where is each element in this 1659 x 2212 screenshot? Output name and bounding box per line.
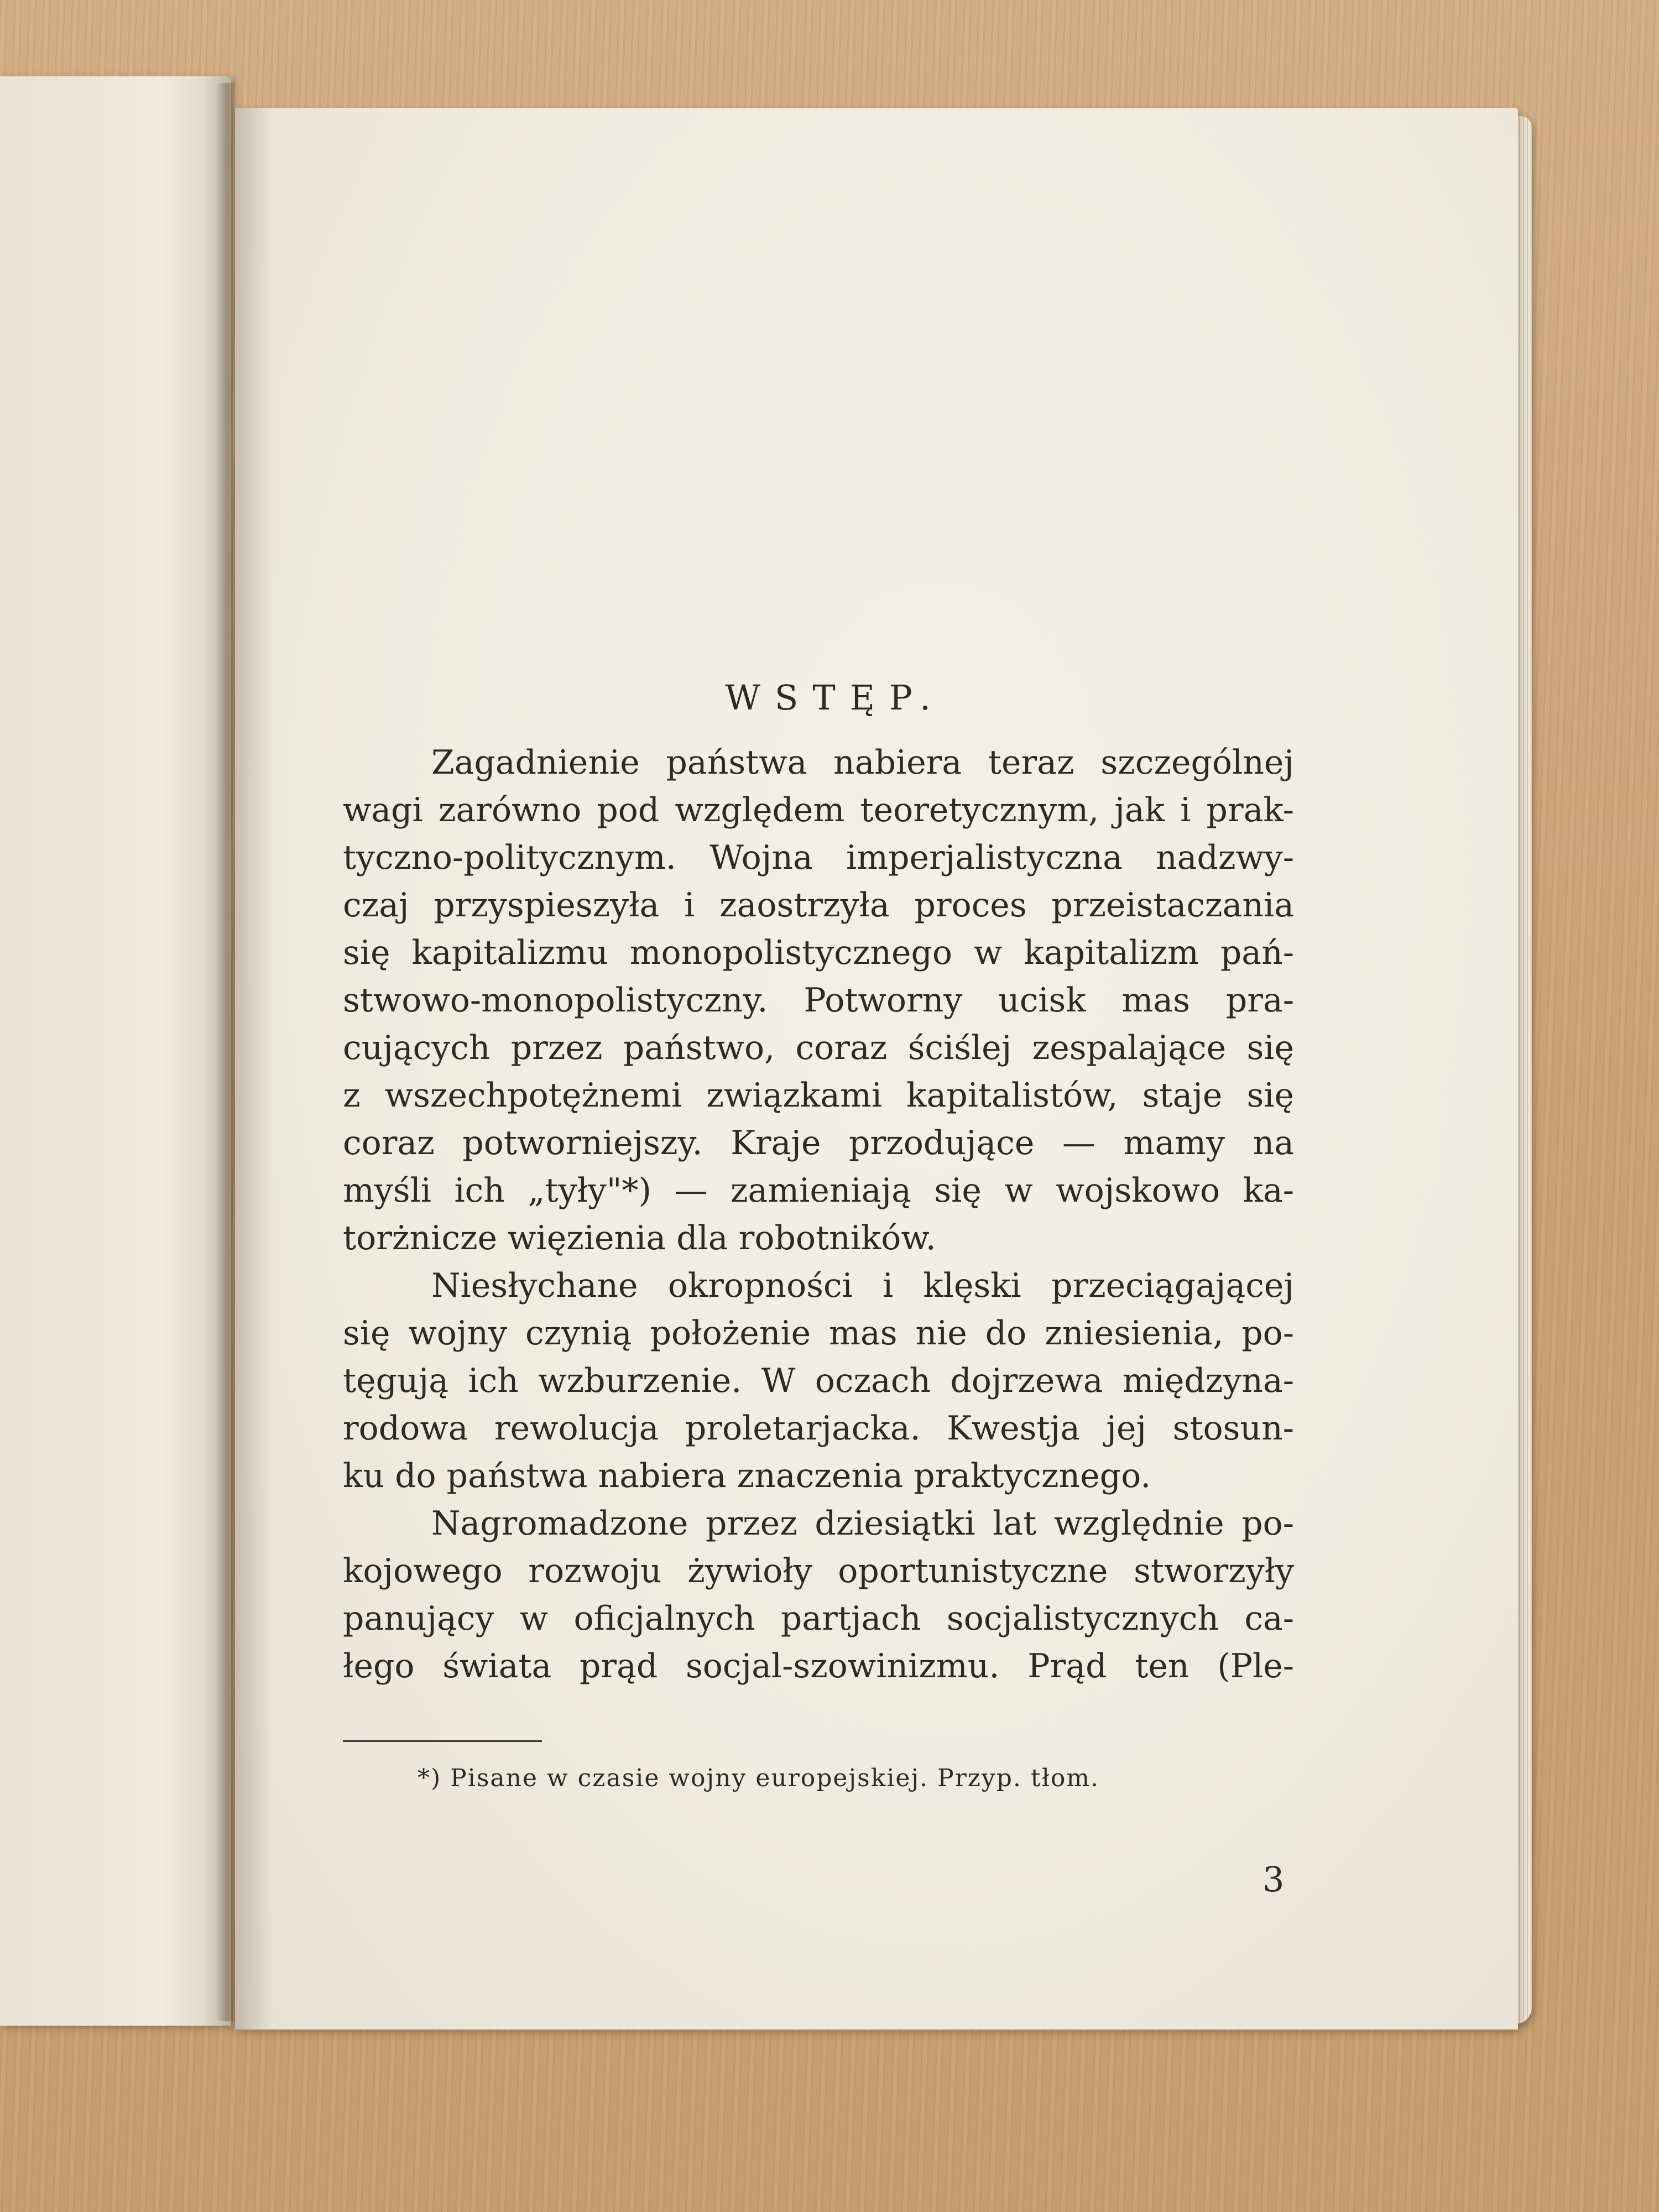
text-line: myśli ich „tyły"*) — zamieniają się w wojskowo ka- — [343, 1171, 1294, 1210]
text-line: cujących przez państwo, coraz ściślej zespalające się — [343, 1029, 1294, 1067]
text-line: coraz potworniejszy. Kraje przodujące — mamy na — [343, 1124, 1294, 1162]
text-line: panujący w oficjalnych partjach socjalistycznych ca- — [343, 1599, 1294, 1638]
text-line: wagi zarówno pod względem teoretycznym, jak i prak- — [343, 791, 1294, 830]
text-line: tęgują ich wzburzenie. W oczach dojrzewa międzyna- — [343, 1361, 1294, 1400]
footnote-rule — [343, 1740, 542, 1742]
gutter-shadow — [235, 108, 274, 2030]
text-line: rodowa rewolucja proletarjacka. Kwestja jej stosun- — [343, 1409, 1294, 1448]
text-line: Niesłychane okropności i klęski przeciągającej — [431, 1266, 1294, 1305]
page-heading: WSTĘP. — [725, 677, 945, 718]
left-page — [0, 76, 231, 2026]
text-line: tyczno-politycznym. Wojna imperjalistyczna nadzwy- — [343, 838, 1294, 877]
paragraph-3 — [343, 1500, 1294, 1690]
text-line: z wszechpotężnemi związkami kapitalistów, staje się — [343, 1076, 1294, 1115]
text-line: Nagromadzone przez dziesiątki lat względnie po- — [431, 1504, 1294, 1543]
text-line: się kapitalizmu monopolistycznego w kapitalizm pań- — [343, 933, 1294, 972]
page-number: 3 — [1262, 1859, 1285, 1900]
text-line: łego świata prąd socjal-szowinizmu. Prąd ten (Ple- — [343, 1647, 1294, 1686]
text-line: czaj przyspieszyła i zaostrzyła proces przeistaczania — [343, 886, 1294, 925]
paragraph-2 — [343, 1262, 1294, 1500]
footnote: *) Pisane w czasie wojny europejskiej. Przyp. tłom. — [418, 1764, 1100, 1792]
page-text — [343, 677, 1294, 1690]
text-line: się wojny czynią położenie mas nie do zniesienia, po- — [343, 1314, 1294, 1353]
text-line: stwowo-monopolistyczny. Potworny ucisk mas pra- — [343, 981, 1294, 1020]
text-line: torżnicze więzienia dla robotników. — [343, 1219, 936, 1258]
text-line: kojowego rozwoju żywioły oportunistyczne stworzyły — [343, 1552, 1294, 1590]
book-spine-shadow — [216, 83, 236, 2021]
text-line: Zagadnienie państwa nabiera teraz szczególnej — [431, 743, 1294, 782]
paragraph-1 — [343, 739, 1294, 1262]
text-line: ku do państwa nabiera znaczenia praktycznego. — [343, 1457, 1151, 1495]
